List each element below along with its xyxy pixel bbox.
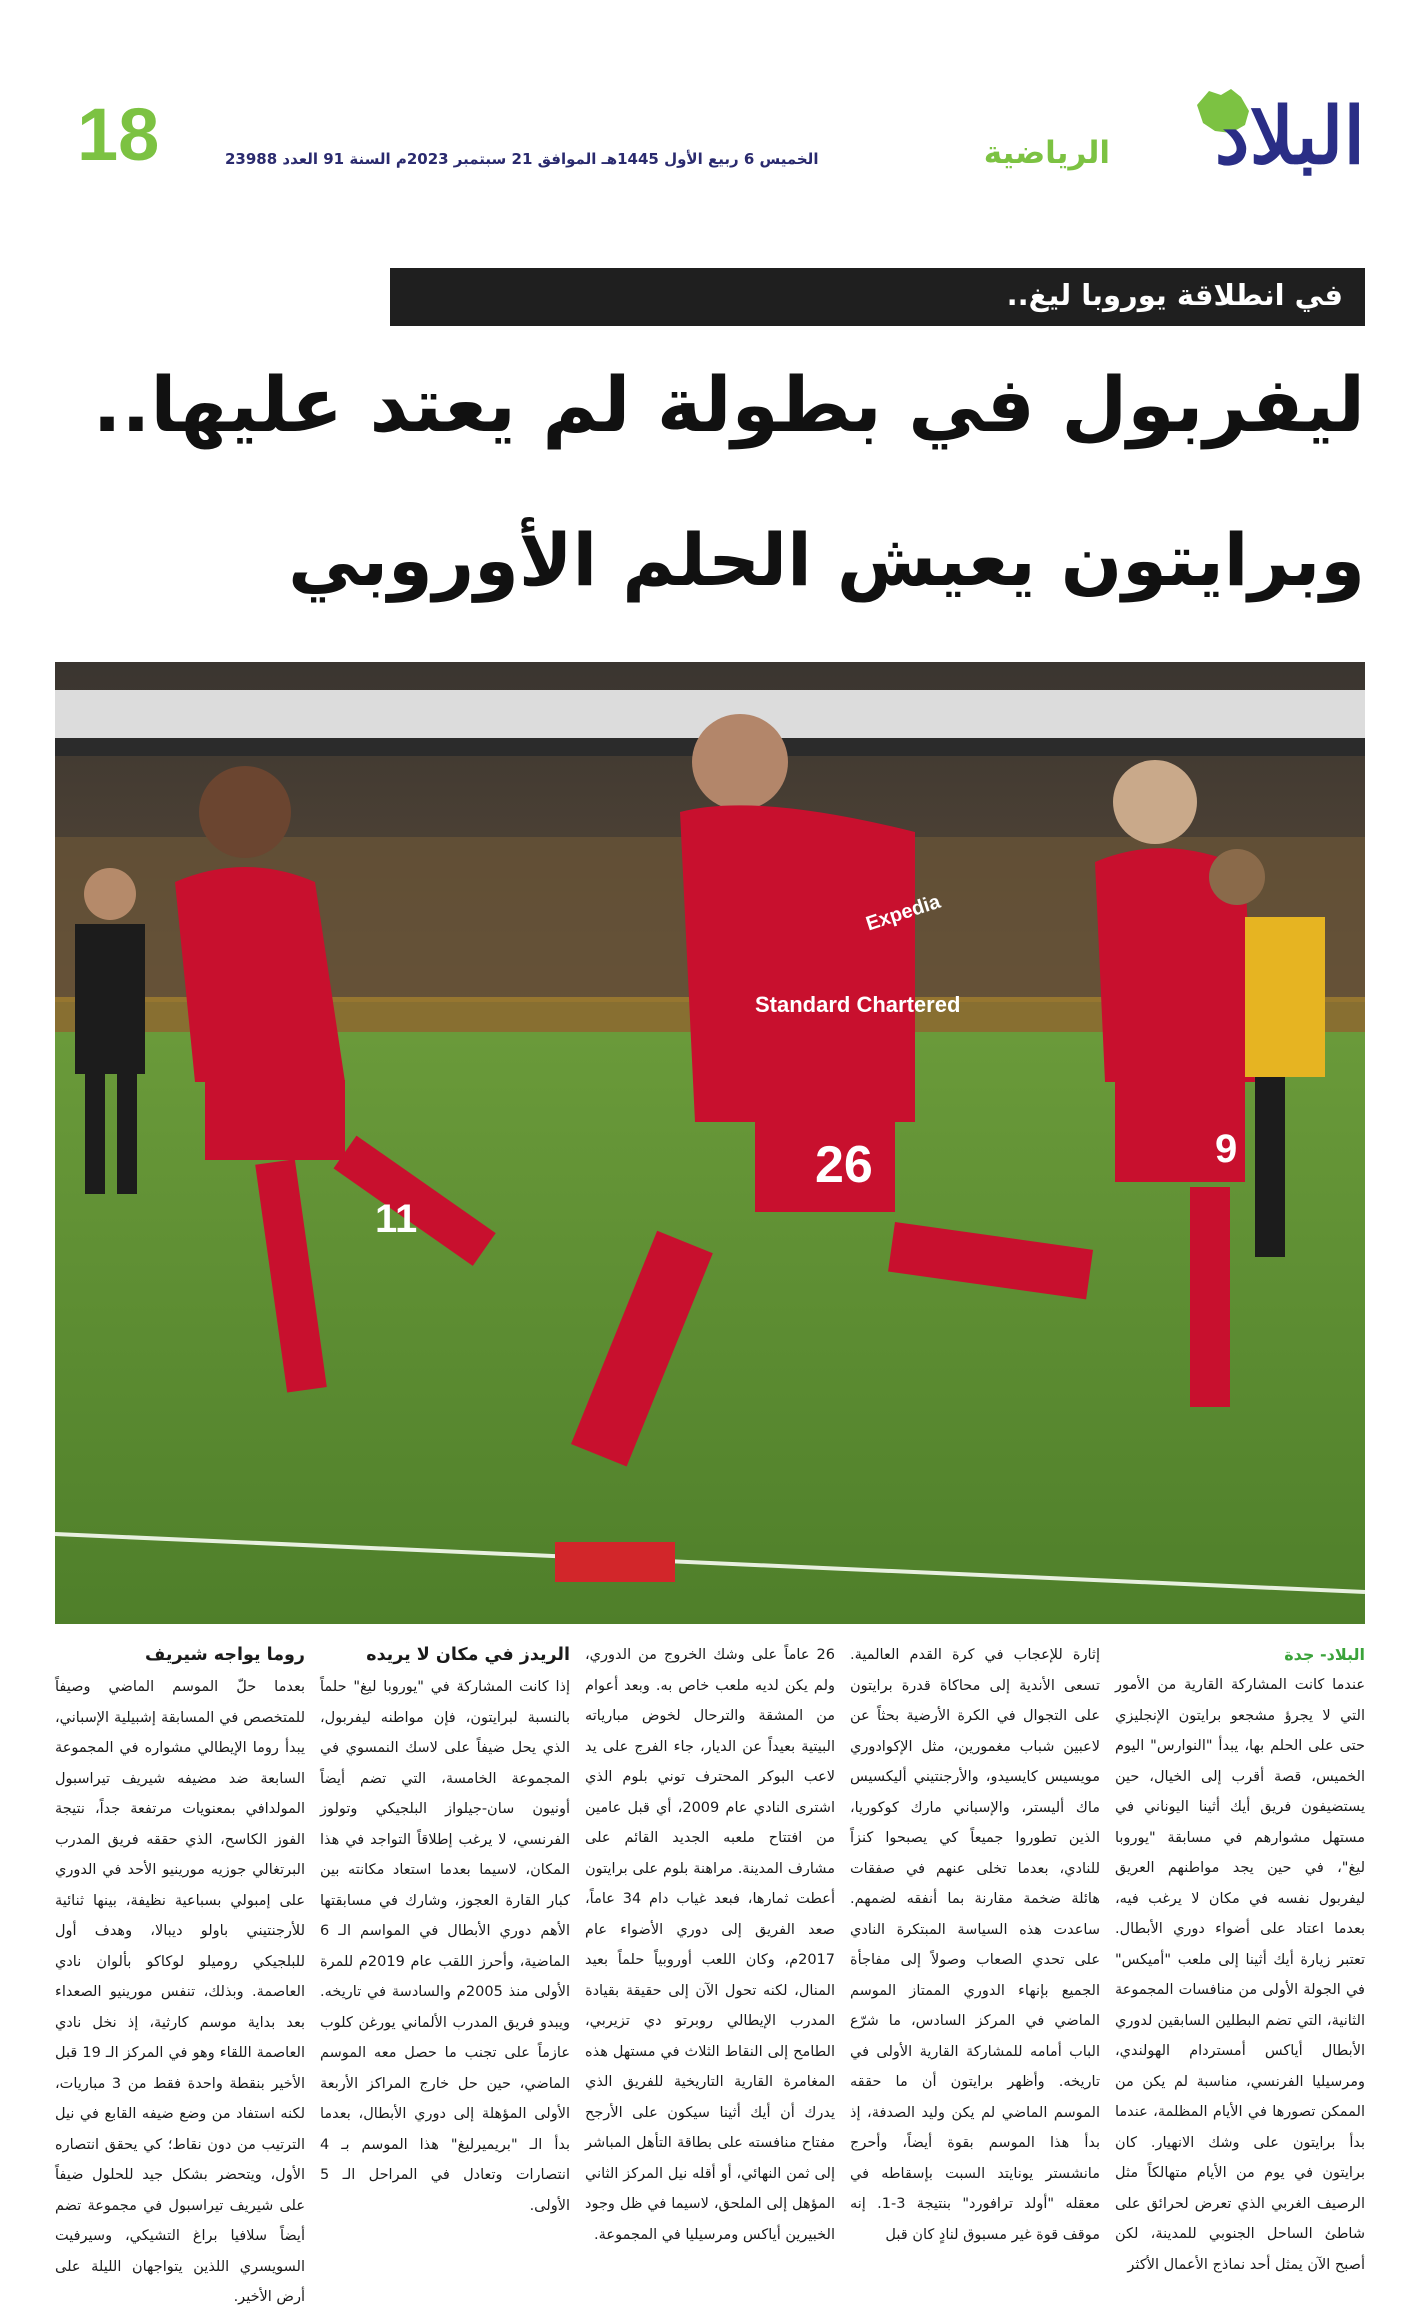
article-photo: [55, 662, 1365, 1624]
section-label: الرياضية: [983, 135, 1110, 171]
column-text: بعدما حلّ الموسم الماضي وصيفاً للمتخصص في المسابقة إشبيلية الإسباني، يبدأ روما الإيطالي مشواره في المجموعة السابعة ضد مضيفه شيريف تيراسبول المولدافي بمعنويات مرتفعة جداً، نتيجة الفوز الكاسح، الذي حققه فريق المدرب البرتغالي جوزيه مورينيو الأحد في الدوري على إمبولي بسباعية نظيفة، بينها ثنائية للأرجنتيني باولو ديبالا، وهدف أول للبلجيكي روميلو لوكاكو بألوان نادي العاصمة. وبذلك، تنفس مورينيو الصعداء بعد بداية موسم كارثية، إذ نخل نادي العاصمة اللقاء وهو في المركز الـ 19 قبل الأخير بنقطة واحدة فقط من 3 مباريات، لكنه استفاد من وضع ضيفه القابع في نيل الترتيب من دون نقاط؛ كي يحقق انتصاره الأول، ويتحضر بشكل جيد للحلول ضيفاً على شيريف تيراسبول في مجموعة تضم أيضاً سلافيا براغ التشيكي، وسيرفيت السويسري اللذين يتواجهان الليلة على أرض الأخير.: [55, 1679, 305, 2305]
headline-main: ليفربول في بطولة لم يعتد عليها..: [92, 360, 1365, 449]
column-text: عندما كانت المشاركة القارية من الأمور التي لا يجرؤ مشجعو برايتون الإنجليزي حتى على الحلم بها، يبدأ "النوارس" اليوم الخميس، قصة أقرب إلى الخيال، حين يستضيفون فريق أيك أثينا اليوناني في مستهل مشوارهم في مسابقة "يوروبا ليغ"، في حين يجد مواطنهم العريق ليفربول نفسه في مكان لا يرغب فيه، بعدما اعتاد على أضواء دوري الأبطال. تعتبر زيارة أيك أثينا إلى ملعب "أميكس" في الجولة الأولى من منافسات المجموعة الثانية، التي تضم البطلين السابقين لدوري الأبطال أياكس أمستردام الهولندي، ومرسيليا الفرنسي، مناسبة لم يكن من الممكن تصورها في الأيام المظلمة، عندما بدأ برايتون على وشك الانهيار. كان برايتون في يوم من الأيام متهالكاً مثل الرصيف الغربي الذي تعرض لحرائق على شاطئ الساحل الجنوبي للمدينة، لكن أصبح الآن يمثل أحد نماذج الأعمال الأكثر: [1115, 1677, 1365, 2273]
newspaper-logo: البلاد: [1120, 87, 1365, 197]
issue-date-line: الخميس 6 ربيع الأول 1445هـ الموافق 21 سبتمبر 2023م السنة 91 العدد 23988: [225, 150, 819, 168]
subheading-roma: روما يواجه شيريف: [145, 1645, 305, 1665]
article-column-4: [320, 1640, 570, 2240]
svg-text:9: 9: [1215, 1127, 1238, 1171]
column-text: 26 عاماً على وشك الخروج من الدوري، ولم يكن لديه ملعب خاص به. وبعد أعوام من المشقة والترحال لخوض مبارياته البيتية بعيداً عن الديار، جاء الفرج على يد لاعب البوكر المحترف توني بلوم الذي اشترى النادي عام 2009، أي قبل عامين من افتتاح ملعبه الجديد القائم على مشارف المدينة. مراهنة بلوم على برايتون أعطت ثمارها، فبعد غياب دام 34 عاماً، صعد الفريق إلى دوري الأضواء عام 2017م، وكان اللعب أوروبياً حلماً بعيد المنال، لكنه تحول الآن إلى حقيقة بقيادة المدرب الإيطالي روبرتو دي تزيربي، الطامح إلى النقاط الثلاث في مستهل هذه المغامرة القارية التاريخية للفريق الذي يدرك أن أيك أثينا سيكون على الأرجح مفتاح منافسته على بطاقة التأهل المباشر إلى ثمن النهائي، أو أقله نيل المركز الثاني المؤهل إلى الملحق، لاسيما في ظل وجود الخبيرين أياكس ومرسيليا في المجموعة.: [585, 1647, 835, 2243]
byline: البلاد- جدة: [1284, 1645, 1365, 1664]
column-text: إثارة للإعجاب في كرة القدم العالمية. تسعى الأندية إلى محاكاة قدرة برايتون على التجوال في الكرة الأرضية بحثاً عن لاعبين شباب مغمورين، مثل الإكوادوري مويسيس كايسيدو، والأرجنتيني أليكسيس ماك أليستر، والإسباني مارك كوكوريا، الذين تطوروا جميعاً كي يصبحوا كنزاً للنادي، بعدما تخلى عنهم في صفقات هائلة ضخمة مقارنة بما أنفقه لضمهم. ساعدت هذه السياسة المبتكرة النادي على تحدي الصعاب وصولاً إلى مفاجأة الجميع بإنهاء الدوري الممتاز الموسم الماضي في المركز السادس، ما شرّع الباب أمامه للمشاركة القارية الأولى في تاريخه. وأظهر برايتون أن ما حققه الموسم الماضي لم يكن وليد الصدفة، إذ بدأ هذا الموسم بقوة أيضاً، وأحرج مانشستر يونايتد السبت بإسقاطه في معقله "أولد ترافورد" بنتيجة 3-1. إنه موقف قوة غير مسبوق لنادٍ كان قبل: [850, 1647, 1101, 2243]
svg-text:26: 26: [815, 1136, 873, 1194]
article-columns: [55, 1640, 1365, 2305]
headline-secondary: وبرايتون يعيش الحلم الأوروبي: [288, 518, 1365, 602]
column-text: إذا كانت المشاركة في "يوروبا ليغ" حلماً بالنسبة لبرايتون، فإن مواطنه ليفربول، الذي يحل ضيفاً على لاسك النمسوي في المجموعة الخامسة، التي تضم أيضاً أونيون سان-جيلواز البلجيكي وتولوز الفرنسي، لا يرغب إطلاقاً التواجد في هذا المكان، لاسيما بعدما استعاد مكانته بين كبار القارة العجوز، وشارك في مسابقتها الأهم دوري الأبطال في المواسم الـ 6 الماضية، وأحرز اللقب عام 2019م للمرة الأولى منذ 2005م والسادسة في تاريخه. ويبدو فريق المدرب الألماني يورغن كلوب عازماً على تجنب ما حصل معه الموسم الماضي، حين حل خارج المراكز الأربعة الأولى المؤهلة إلى دوري الأبطال، بعدما بدأ الـ "بريميرليغ" هذا الموسم بـ 4 انتصارات وتعادل في المراحل الـ 5 الأولى.: [320, 1679, 570, 2214]
article-column-2: [850, 1640, 1101, 2243]
page-number: 18: [77, 93, 160, 176]
sleeve-sponsor-label: Expedia: [863, 890, 944, 936]
kicker-bar: [390, 268, 1365, 326]
masthead: [55, 91, 1365, 205]
svg-text:11: 11: [375, 1197, 418, 1241]
shirt-sponsor-label: Standard Chartered: [755, 992, 961, 1017]
article-column-5: [55, 1640, 305, 2305]
article-column-1: [1115, 1640, 1365, 2273]
subheading-reds: الريدز في مكان لا يريده: [366, 1645, 570, 1665]
kicker-text: في انطلاقة يوروبا ليغ..: [1006, 278, 1343, 312]
article-column-3: [585, 1640, 835, 2243]
